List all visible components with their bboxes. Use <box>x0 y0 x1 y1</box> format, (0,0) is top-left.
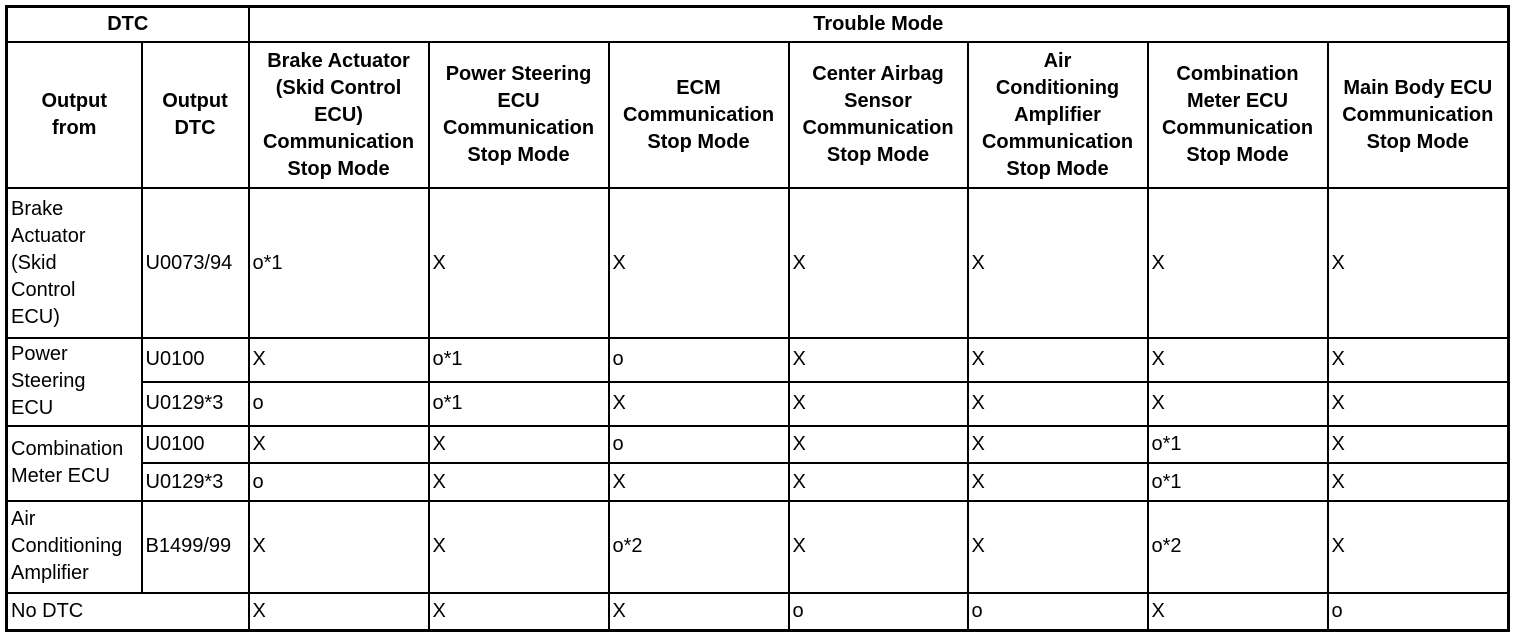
output-from-cell: Power Steering ECU <box>7 338 142 426</box>
output-from-cell: Air Conditioning Amplifier <box>7 501 142 593</box>
mode-cell: X <box>609 382 789 426</box>
mode-cell: X <box>429 463 609 501</box>
mode-cell: X <box>429 188 609 337</box>
table-row <box>7 338 1509 382</box>
mode-header-brake-actuator: Brake Actuator (Skid Control ECU) Communication Stop Mode <box>249 42 429 188</box>
mode-cell: X <box>1148 593 1328 631</box>
mode-cell: X <box>249 426 429 464</box>
table-row <box>7 501 1509 593</box>
mode-cell: X <box>609 593 789 631</box>
output-from-header: Output from <box>7 42 142 188</box>
mode-cell: o <box>609 338 789 382</box>
mode-cell: X <box>968 501 1148 593</box>
mode-cell: X <box>1328 188 1509 337</box>
mode-header-main-body: Main Body ECU Communication Stop Mode <box>1328 42 1509 188</box>
mode-cell: o*1 <box>249 188 429 337</box>
mode-header-air-conditioning: Air Conditioning Amplifier Communication Stop Mode <box>968 42 1148 188</box>
table-row <box>7 426 1509 464</box>
mode-cell: o*1 <box>429 382 609 426</box>
mode-cell: X <box>1148 382 1328 426</box>
mode-cell: X <box>968 426 1148 464</box>
mode-cell: X <box>429 593 609 631</box>
mode-header-combination-meter: Combination Meter ECU Communication Stop Mode <box>1148 42 1328 188</box>
mode-cell: X <box>609 463 789 501</box>
dtc-trouble-mode-table <box>5 5 1510 632</box>
mode-cell: X <box>789 501 968 593</box>
output-dtc-cell: U0100 <box>142 338 249 382</box>
mode-header-ecm: ECM Communication Stop Mode <box>609 42 789 188</box>
mode-cell: X <box>249 593 429 631</box>
output-dtc-cell: U0129*3 <box>142 382 249 426</box>
output-dtc-cell: U0100 <box>142 426 249 464</box>
dtc-header: DTC <box>7 7 249 43</box>
mode-cell: o*1 <box>1148 426 1328 464</box>
mode-cell: o <box>1328 593 1509 631</box>
trouble-mode-header: Trouble Mode <box>249 7 1509 43</box>
mode-cell: X <box>968 188 1148 337</box>
output-from-cell: Brake Actuator (Skid Control ECU) <box>7 188 142 337</box>
table-row <box>7 188 1509 337</box>
mode-cell: X <box>789 188 968 337</box>
output-from-cell: Combination Meter ECU <box>7 426 142 501</box>
mode-cell: X <box>968 382 1148 426</box>
mode-cell: X <box>789 463 968 501</box>
output-dtc-cell: U0073/94 <box>142 188 249 337</box>
mode-cell: X <box>1328 463 1509 501</box>
mode-cell: X <box>429 426 609 464</box>
header-row-sub <box>7 42 1509 188</box>
mode-cell: X <box>789 382 968 426</box>
output-from-cell: No DTC <box>7 593 249 631</box>
mode-cell: X <box>1328 382 1509 426</box>
mode-cell: o <box>249 382 429 426</box>
mode-cell: X <box>968 338 1148 382</box>
mode-cell: X <box>789 338 968 382</box>
mode-cell: X <box>1148 338 1328 382</box>
table-row <box>7 463 1509 501</box>
mode-cell: o <box>249 463 429 501</box>
mode-cell: o <box>968 593 1148 631</box>
mode-cell: X <box>1328 426 1509 464</box>
header-row-top <box>7 7 1509 43</box>
mode-cell: o <box>789 593 968 631</box>
mode-cell: o*2 <box>609 501 789 593</box>
mode-header-power-steering: Power Steering ECU Communication Stop Mode <box>429 42 609 188</box>
mode-cell: X <box>429 501 609 593</box>
table-row <box>7 593 1509 631</box>
output-dtc-header: Output DTC <box>142 42 249 188</box>
mode-cell: X <box>1328 338 1509 382</box>
mode-cell: X <box>249 338 429 382</box>
mode-cell: X <box>968 463 1148 501</box>
mode-cell: o*1 <box>1148 463 1328 501</box>
table-row <box>7 382 1509 426</box>
mode-cell: X <box>1328 501 1509 593</box>
mode-cell: X <box>1148 188 1328 337</box>
output-dtc-cell: B1499/99 <box>142 501 249 593</box>
mode-cell: X <box>249 501 429 593</box>
mode-cell: o <box>609 426 789 464</box>
mode-cell: o*1 <box>429 338 609 382</box>
mode-cell: X <box>609 188 789 337</box>
mode-cell: X <box>789 426 968 464</box>
mode-cell: o*2 <box>1148 501 1328 593</box>
output-dtc-cell: U0129*3 <box>142 463 249 501</box>
mode-header-center-airbag: Center Airbag Sensor Communication Stop Mode <box>789 42 968 188</box>
